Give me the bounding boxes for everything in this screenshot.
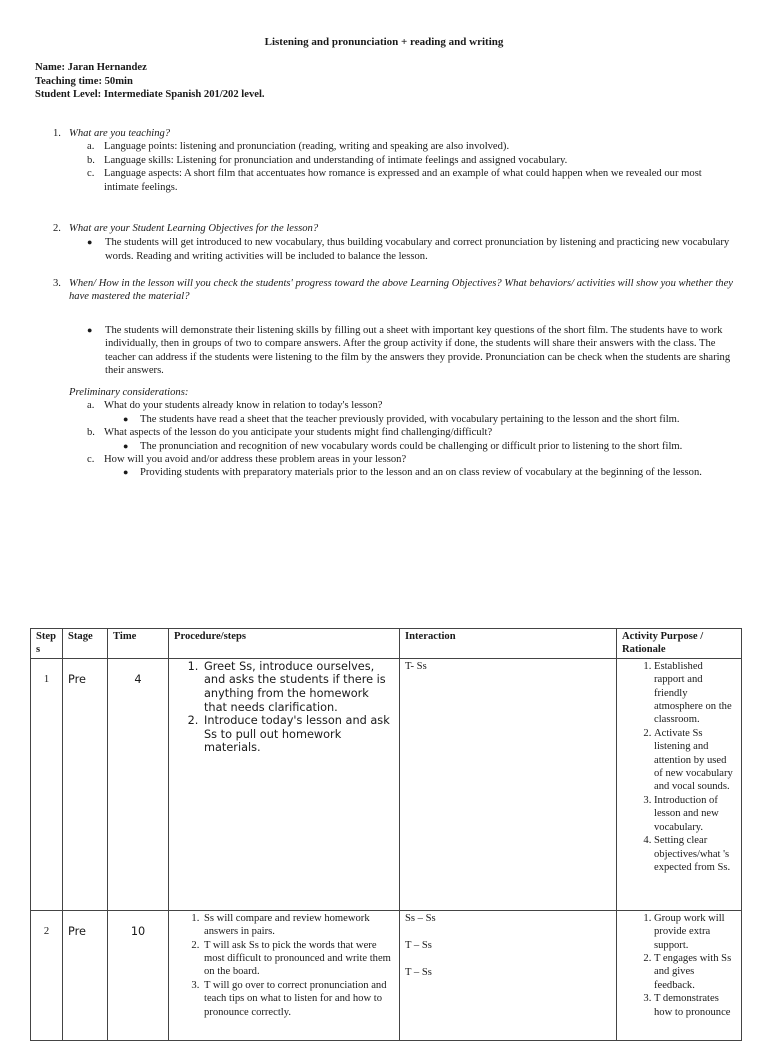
header-purpose: Activity Purpose / Rationale (617, 629, 742, 659)
lesson-meta (35, 61, 265, 102)
question-2: 2. What are your Student Learning Objectives for the lesson? (53, 223, 319, 234)
question-1-item-a: a. Language points: listening and pronunciation (reading, writing and speaking are also involved). (87, 141, 510, 153)
preliminary-question-b: b. What aspects of the lesson do you anticipate your students might find challenging/difficult? (87, 427, 493, 439)
question-3: 3. When/ How in the lesson will you check the students' progress toward the above Learning Objectives? What behaviors/ activities will show you whether they have mastered the material? (53, 278, 733, 303)
interaction-value: T – Ss (405, 966, 432, 978)
procedure-step: 2. T will ask Ss to pick the words that were most difficult to pronounced and write them on the board. (202, 939, 394, 979)
preliminary-question-a: a. What do your students already know in relation to today's lesson? (87, 400, 383, 412)
document-title: Listening and pronunciation + reading and writing (264, 36, 504, 48)
purpose-cell (617, 910, 742, 1040)
header-stage: Stage (63, 629, 108, 659)
interaction-cell (400, 658, 617, 910)
procedure-cell (169, 910, 400, 1040)
purpose-cell (617, 658, 742, 910)
bullet-icon: ● (123, 440, 129, 451)
question-2-answer: ● The students will get introduced to new vocabulary, thus building vocabulary and correct pronunciation by listening and practicing new vocabulary words. Reading and writing activities will be included to balance the lesson. (87, 237, 730, 262)
purpose-item: 4. Setting clear objectives/what 's expected from Ss. (654, 834, 736, 874)
interaction-value: Ss – Ss (405, 912, 436, 924)
procedure-step: 1. Ss will compare and review homework answers in pairs. (202, 912, 394, 939)
interaction-cell (400, 910, 617, 1040)
teacher-name: Name: Jaran Hernandez (35, 62, 147, 73)
question-2-section (35, 222, 735, 263)
preliminary-question-c: c. How will you avoid and/or address these problem areas in your lesson? (87, 454, 407, 466)
table-row (31, 658, 742, 910)
stage-cell: Pre (63, 910, 108, 1040)
time-cell: 4 (108, 658, 169, 910)
question-3-answer: ● The students will demonstrate their listening skills by filling out a sheet with important key questions of the short film. The students have to work individually, then in groups of two to compare answers. After the group activity if done, the students will share their answers with the class. The teacher can address if the students were listening to the film by the answers they provide. Pronunciation can be check when the students are sharing their answers. (87, 324, 731, 377)
interaction-value: T – Ss (405, 939, 432, 951)
interaction-value: T- Ss (405, 660, 427, 672)
table-row (31, 910, 742, 1040)
procedure-step: 1. Greet Ss, introduce ourselves, and asks the students if there is anything from the homework that needs clarification. (202, 660, 394, 714)
teaching-time: Teaching time: 50min (35, 75, 133, 87)
purpose-item: 1. Group work will provide extra support. (654, 912, 736, 952)
purpose-item: 3. Introduction of lesson and new vocabulary. (654, 794, 736, 834)
step-cell: 1 (31, 658, 63, 910)
procedure-step: 3. T will go over to correct pronunciation and teach tips on what to listen for and how to pronounce correctly. (202, 979, 394, 1019)
table-header-row (31, 629, 742, 659)
question-1-item-c: c. Language aspects: A short film that accentuates how romance is expressed and an example of what could happen when we revealed our most intimate feelings. (87, 168, 702, 193)
procedure-step: 2. Introduce today's lesson and ask Ss to pull out homework materials. (202, 714, 394, 755)
preliminary-answer-a: ● The students have read a sheet that the teacher previously provided, with vocabulary pertaining to the lesson and the short film. (123, 413, 680, 425)
header-time: Time (108, 629, 169, 659)
purpose-item: 1. Established rapport and friendly atmosphere on the classroom. (654, 660, 736, 727)
question-3-section (35, 277, 735, 377)
bullet-icon: ● (123, 467, 129, 478)
purpose-item: 2. Activate Ss listening and attention by used of new vocabulary and vocal sounds. (654, 727, 736, 794)
question-1: 1. What are you teaching? (53, 128, 171, 139)
preliminary-answer-b: ● The pronunciation and recognition of new vocabulary words could be challenging or difficult prior to listening to the short film. (123, 440, 683, 452)
bullet-icon: ● (123, 413, 129, 424)
purpose-item: 3. T demonstrates how to pronounce (654, 992, 736, 1019)
preliminary-title: Preliminary considerations: (69, 387, 189, 398)
preliminary-answer-c: ● Providing students with preparatory materials prior to the lesson and an on class review of vocabulary at the beginning of the lesson. (123, 467, 702, 479)
header-steps: Step s (31, 629, 63, 659)
header-procedure: Procedure/steps (169, 629, 400, 659)
purpose-item: 2. T engages with Ss and gives feedback. (654, 952, 736, 992)
lesson-plan-table (30, 628, 742, 1041)
stage-cell: Pre (63, 658, 108, 910)
step-cell: 2 (31, 910, 63, 1040)
bullet-icon: ● (87, 324, 93, 335)
student-level: Student Level: Intermediate Spanish 201/202 level. (35, 89, 265, 100)
header-interaction: Interaction (400, 629, 617, 659)
procedure-cell (169, 658, 400, 910)
bullet-icon: ● (87, 237, 93, 248)
preliminary-considerations (35, 386, 735, 480)
question-1-item-b: b. Language skills: Listening for pronunciation and understanding of intimate feelings and assigned vocabulary. (87, 154, 568, 166)
time-cell: 10 (108, 910, 169, 1040)
question-1-section (35, 127, 735, 194)
